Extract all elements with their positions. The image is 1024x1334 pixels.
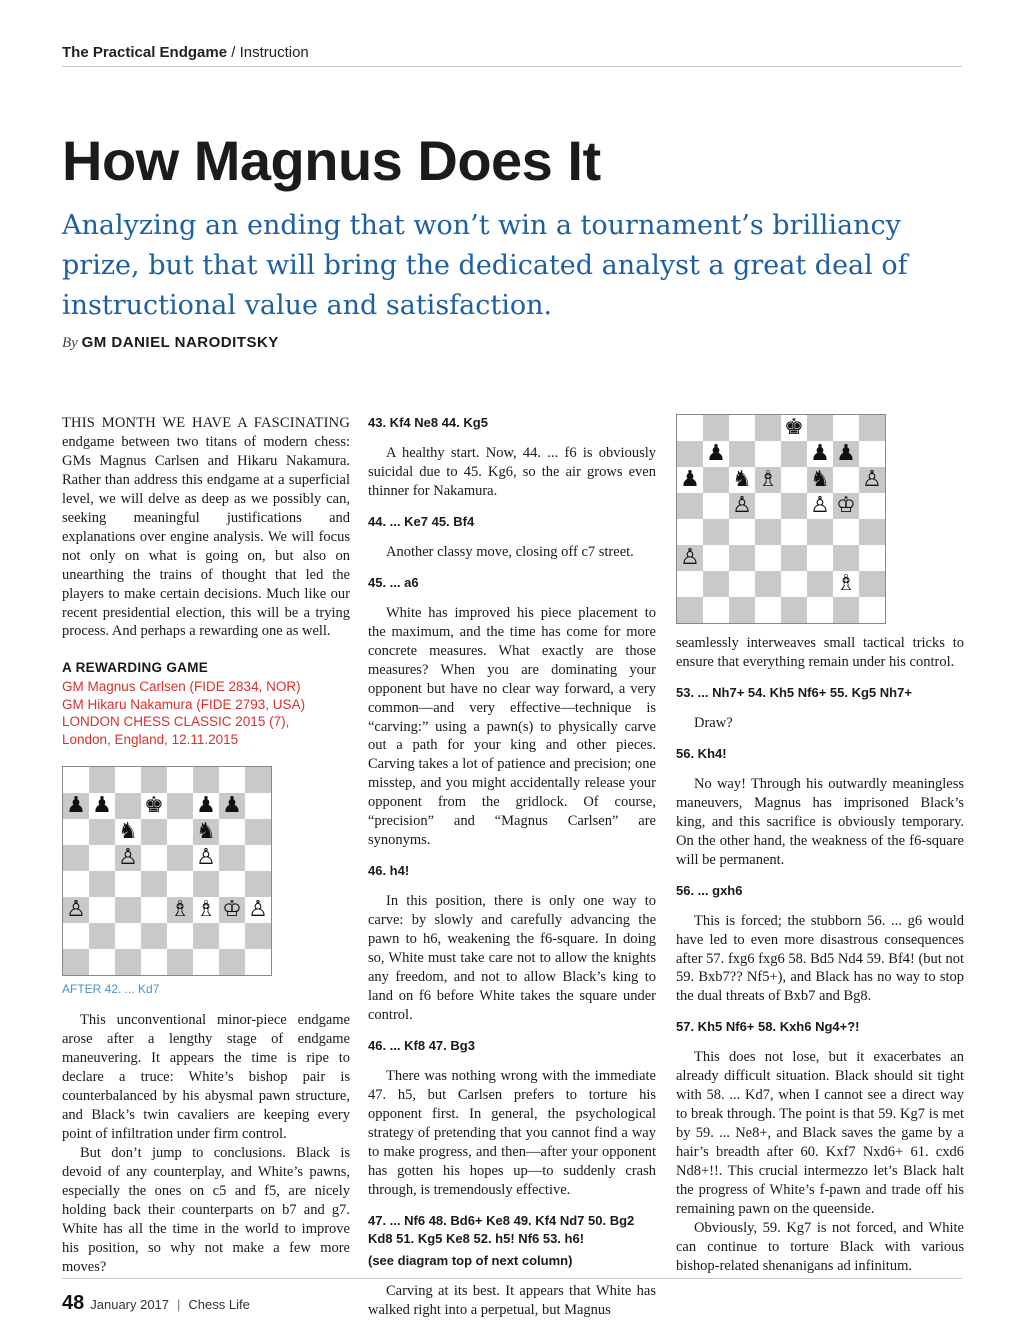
square [729,545,755,571]
move-line: 56. ... gxh6 [676,882,743,898]
square [703,571,729,597]
body-paragraph: No way! Through his outwardly meaningless maneuvers, Magnus has imprisoned Black’s king, and this sacrifice is obviously temporary. On the other hand, the weakness of the f6-square will be permanent. [676,775,964,868]
diagram-after-42-kd7 [62,766,272,976]
square [89,819,115,845]
move-line: 43. Kf4 Ne8 44. Kg5 [368,415,488,430]
diagram-reference-note: (see diagram top of next column) [368,1252,573,1268]
header-separator: / [227,44,240,61]
square [833,415,859,441]
white-bishop-icon: ♗ [755,467,781,493]
white-pawn-icon: ♙ [245,897,271,923]
square [677,493,703,519]
body-paragraph: This is forced; the stubborn 56. ... g6 would have led to even more disastrous consequences after 57. fxg6 fxg6 58. Bd5 Nd4 59. Bf4! (but not 59. Bxb7?? Nf5+), and Black has no way to stop the dual threats of Bxb7 and Bg8. [676,912,964,1005]
black-knight-icon: ♞ [193,819,219,845]
move-line: 53. ... Nh7+ 54. Kh5 Nf6+ 55. Kg5 Nh7+ [676,684,912,700]
square [807,545,833,571]
move-line: 45. ... a6 [368,574,419,590]
square [245,923,271,949]
square [859,519,885,545]
intro-lead: THIS MONTH WE HAVE A FASCINATING [62,415,350,431]
square [63,871,89,897]
square [781,493,807,519]
column-3 [676,414,964,1276]
square [781,571,807,597]
footer-separator: | [177,1297,181,1312]
body-paragraph: Obviously, 59. Kg7 is not forced, and White can continue to torture Black with various bishop-related shenanigans ad infinitum. [676,1219,964,1274]
white-pawn-icon: ♙ [63,897,89,923]
square [677,415,703,441]
square [141,767,167,793]
square [859,597,885,623]
square [141,949,167,975]
square [245,949,271,975]
square [807,571,833,597]
square [703,545,729,571]
square [115,767,141,793]
square [167,793,193,819]
white-bishop-icon: ♗ [193,897,219,923]
square [833,545,859,571]
square [63,923,89,949]
white-bishop-icon: ♗ [833,571,859,597]
white-pawn-icon: ♙ [115,845,141,871]
square [755,597,781,623]
square [755,415,781,441]
square [703,493,729,519]
body-paragraph: Draw? [694,714,733,731]
move-line: 47. ... Nf6 48. Bd6+ Ke8 49. Kf4 Nd7 50. Bg2 Kd8 51. Kg5 Ke8 52. h5! Nf6 53. h6! [368,1212,635,1246]
square [677,597,703,623]
square [219,767,245,793]
diagram-after-53-h6 [676,414,886,624]
section-heading: A REWARDING GAME [62,660,209,676]
square [193,923,219,949]
square [141,845,167,871]
black-pawn-icon: ♟ [677,467,703,493]
square [63,949,89,975]
square [115,949,141,975]
square [833,519,859,545]
square [859,493,885,519]
black-pawn-icon: ♟ [193,793,219,819]
move-line: 46. ... Kf8 47. Bg3 [368,1037,475,1053]
move-line: 44. ... Ke7 45. Bf4 [368,513,475,529]
square [115,793,141,819]
column-2 [368,414,656,1319]
section-name: The Practical Endgame [62,44,228,61]
body-paragraph: Carving at its best. It appears that White has walked right into a perpetual, but Magnus [368,1282,656,1318]
square [89,923,115,949]
square [245,845,271,871]
square [729,441,755,467]
square [781,441,807,467]
article-deck: Analyzing an ending that won’t win a tournament’s brilliancy prize, but that will bring the dedicated analyst a great deal of instructional value and satisfaction. [62,210,908,321]
square [193,949,219,975]
square [141,897,167,923]
square [167,949,193,975]
body-paragraph: Another classy move, closing off c7 street. [386,543,634,560]
square [89,897,115,923]
game-info-white: GM Magnus Carlsen (FIDE 2834, NOR) [62,679,301,695]
white-pawn-icon: ♙ [193,845,219,871]
square [167,819,193,845]
square [859,441,885,467]
square [245,871,271,897]
square [167,923,193,949]
game-info-black: GM Hikaru Nakamura (FIDE 2793, USA) [62,696,306,712]
white-pawn-icon: ♙ [729,493,755,519]
square [781,545,807,571]
white-king-icon: ♔ [219,897,245,923]
black-pawn-icon: ♟ [807,441,833,467]
page-footer [62,1292,250,1315]
diagram-caption: AFTER 42. ... Kd7 [62,982,160,997]
black-pawn-icon: ♟ [89,793,115,819]
square [729,571,755,597]
square [219,949,245,975]
square [859,571,885,597]
square [833,597,859,623]
square [63,819,89,845]
square [245,819,271,845]
white-king-icon: ♔ [833,493,859,519]
square [703,519,729,545]
black-knight-icon: ♞ [115,819,141,845]
square [193,871,219,897]
move-line: 57. Kh5 Nf6+ 58. Kxh6 Ng4+?! [676,1019,860,1035]
square [755,441,781,467]
body-paragraph: White has improved his piece placement to the maximum, and the time has come for more concrete measures. What exactly are those measures? When you are dominating your opponent but have no clear way forward, a very common—and very effective—technique is “carving:” using a pawn(s) to physically carve out a path for your king and other pieces. Carving takes a lot of patience and precision; one misstep, and you might accidentally release your opponent from the gridlock. Of course, “precision” and “Magnus Carlsen” are synonyms. [368,604,656,849]
square [219,845,245,871]
square [115,923,141,949]
square [245,767,271,793]
byline-author: GM DANIEL NARODITSKY [81,334,279,351]
move-line: 46. h4! [368,863,410,879]
square [89,767,115,793]
body-paragraph: But don’t jump to conclusions. Black is devoid of any counterplay, and White’s pawns, especially the ones on c5 and f5, are nicely holding back their counterparts on b7 and g7. White has all the time in the world to improve his position, so why not make a few more moves? [62,1145,350,1275]
running-header [62,44,309,61]
square [729,519,755,545]
square [89,949,115,975]
square [245,793,271,819]
square [755,493,781,519]
square [807,519,833,545]
square [859,545,885,571]
black-pawn-icon: ♟ [219,793,245,819]
square [677,441,703,467]
square [89,871,115,897]
square [141,871,167,897]
square [729,415,755,441]
issue-date: January 2017 [90,1297,170,1312]
page-number: 48 [62,1292,85,1314]
article-title: How Magnus Does It [62,129,601,192]
square [167,845,193,871]
square [677,571,703,597]
body-paragraph: A healthy start. Now, 44. ... f6 is obviously suicidal due to 45. Kg6, so the air grows even thinner for Nakamura. [368,445,656,499]
square [755,571,781,597]
square [703,597,729,623]
footer-rule [62,1278,962,1279]
square [807,415,833,441]
move-line: 56. Kh4! [676,745,727,761]
intro-text: endgame between two titans of modern chess: GMs Magnus Carlsen and Hikaru Nakamura. Rather than address this endgame at a superficial level, we will delve as deep as we possibly can, seeking meaningful justifications and explanations over engine analysis. We will focus not only on what is going on, but also on unearthing the trains of thought that led the players to make certain decisions. Much like our recent presidential election, this will be a trying process. And perhaps a rewarding one as well. [62,433,350,640]
square [755,519,781,545]
square [781,597,807,623]
black-pawn-icon: ♟ [703,441,729,467]
square [167,871,193,897]
white-pawn-icon: ♙ [859,467,885,493]
black-king-icon: ♚ [781,415,807,441]
square [115,897,141,923]
square [219,923,245,949]
body-paragraph: This does not lose, but it exacerbates an already difficult situation. Black should sit tight with 58. ... Kd7, when I cannot see a direct way to break through. The point is that 59. Kg7 is met by 59. ... Ne8+, and Black saves the game by a hair’s breadth after 60. Kxf7 Nxd6+ 61. cxd6 Nd8+!!. This crucial intermezzo let’s Black halt the progress of White’s f-pawn and trade off his remaining pawn on the queenside. [676,1049,964,1218]
square [141,819,167,845]
square [115,871,141,897]
black-pawn-icon: ♟ [63,793,89,819]
square [219,871,245,897]
body-paragraph: There was nothing wrong with the immediate 47. h5, but Carlsen prefers to torture his opponent first. In general, the psychological strategy of pretending that you cannot find a way to make progress, and then—after your opponent has gotten his hopes up—to suddenly crash through, is tremendously effective. [368,1067,656,1198]
black-king-icon: ♚ [141,793,167,819]
body-paragraph: seamlessly interweaves small tactical tricks to ensure that everything remain under his control. [676,635,964,670]
square [167,767,193,793]
square [781,467,807,493]
white-bishop-icon: ♗ [167,897,193,923]
square [781,519,807,545]
square [729,597,755,623]
column-1 [62,414,350,1277]
square [807,597,833,623]
section-category: Instruction [239,44,309,61]
square [755,545,781,571]
square [703,467,729,493]
square [833,467,859,493]
body-paragraph: This unconventional minor-piece endgame arose after a lengthy stage of endgame maneuvering. It appears the time is ripe to declare a truce: White’s bishop pair is counterbalanced by his abysmal pawn structure, and Black’s twin cavaliers are keeping every point of infiltration under firm control. [62,1012,350,1143]
white-pawn-icon: ♙ [807,493,833,519]
square [63,767,89,793]
byline-by: By [62,335,78,351]
black-pawn-icon: ♟ [833,441,859,467]
magazine-name: Chess Life [188,1297,250,1312]
black-knight-icon: ♞ [729,467,755,493]
black-knight-icon: ♞ [807,467,833,493]
byline [62,334,279,352]
game-info-event: LONDON CHESS CLASSIC 2015 (7), [62,714,290,730]
intro-paragraph [62,414,350,641]
square [141,923,167,949]
square [703,415,729,441]
square [677,519,703,545]
body-paragraph: In this position, there is only one way to carve: by slowly and carefully advancing the pawn to h6, weakening the f6-square. In doing so, White must take care not to allow the knights any freedom, and not to allow Black’s king to land on f6 before White takes the square under control. [368,893,656,1023]
square [219,819,245,845]
white-pawn-icon: ♙ [677,545,703,571]
square [63,845,89,871]
game-info-place-date: London, England, 12.11.2015 [62,731,239,747]
square [859,415,885,441]
square [193,767,219,793]
header-rule [62,66,962,67]
square [89,845,115,871]
